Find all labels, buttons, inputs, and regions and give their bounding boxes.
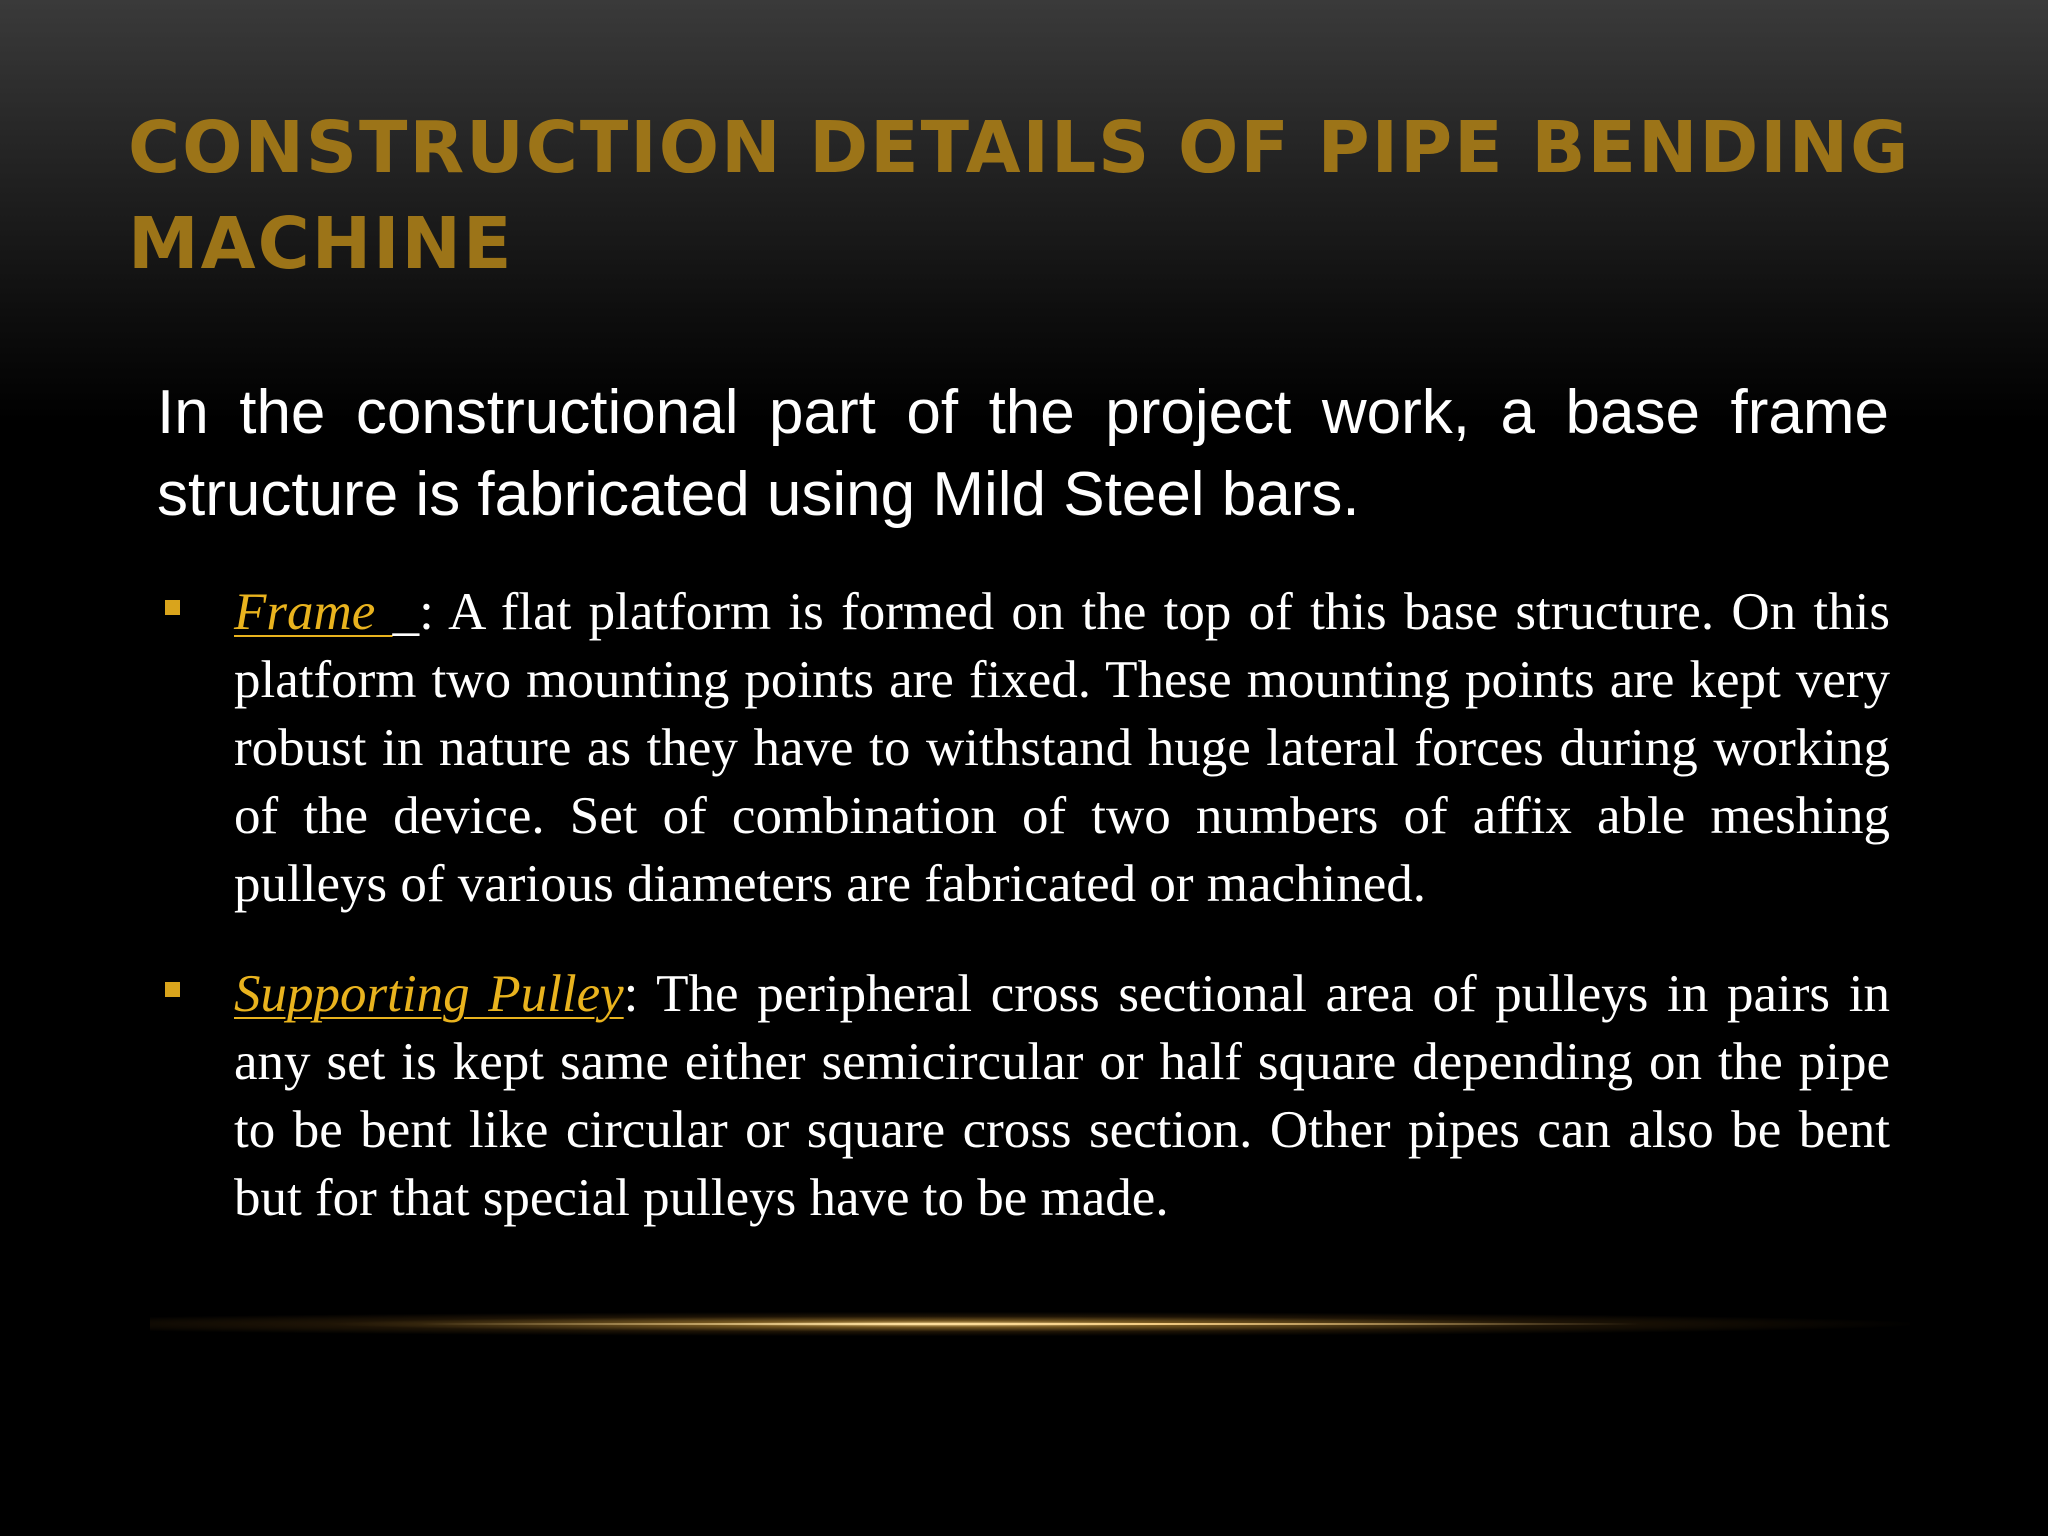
bullet-term-frame: Frame [234,583,393,641]
bullet-item-frame [160,578,1890,918]
bullet-list [160,578,1890,1274]
square-bullet-icon [165,600,180,615]
bullet-separator: _: [392,583,449,641]
bullet-text-supporting-pulley: The peripheral cross sectional area of pulleys in pairs in any set is kept same either semicircular or half square depending on the pipe to be bent like circular or square cross section. Other pipes can also be bent but for that special pulleys have to be made. [234,965,1890,1227]
bullet-term-supporting-pulley: Supporting Pulley [234,965,624,1023]
intro-paragraph: In the constructional part of the project work, a base frame structure is fabricated using Mild Steel bars. [157,378,1889,529]
decorative-glow [150,1312,1910,1336]
decorative-glow-line [420,1323,1640,1325]
bullet-item-supporting-pulley [160,960,1890,1232]
bullet-separator: : [623,965,657,1023]
slide-title: CONSTRUCTION DETAILS OF PIPE BENDING MACHINE [128,106,1911,285]
square-bullet-icon [165,982,180,997]
bullet-text-frame: A flat platform is formed on the top of this base structure. On this platform two mounting points are fixed. These mounting points are kept very robust in nature as they have to withstand huge lateral forces during working of the device. Set of combination of two numbers of affix able meshing pulleys of various diameters are fabricated or machined. [234,583,1890,913]
